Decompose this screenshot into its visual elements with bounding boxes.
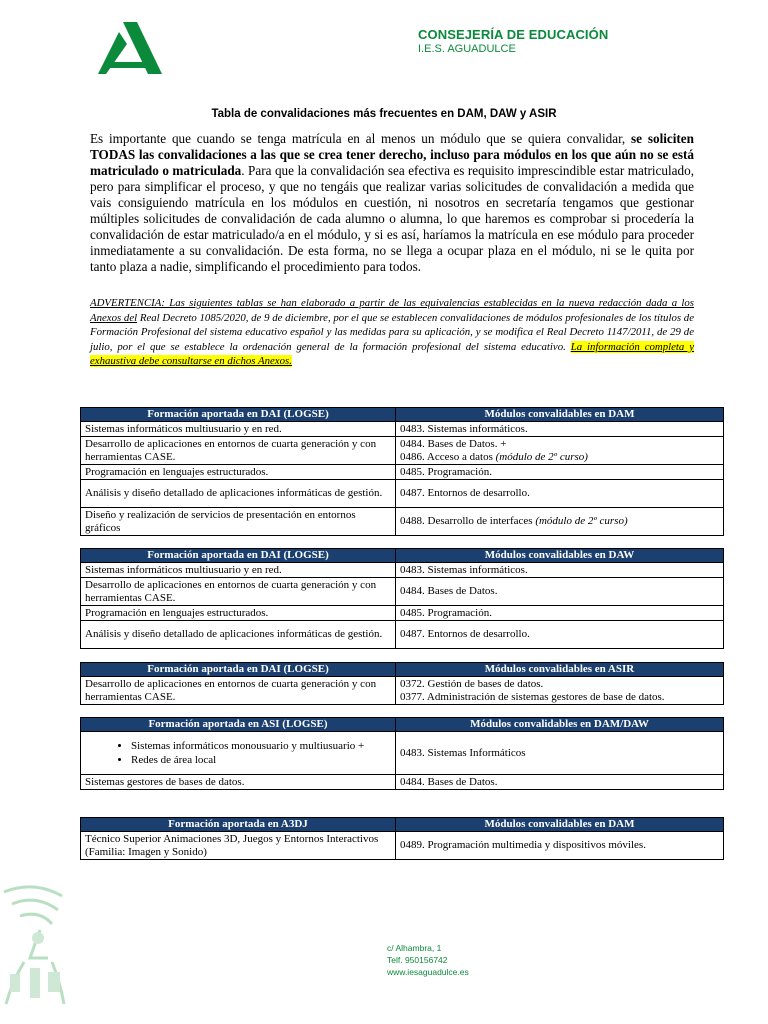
column-header-modules: Módulos convalidables en DAM bbox=[396, 408, 724, 422]
table-row bbox=[81, 775, 724, 790]
footer-address: c/ Alhambra, 1 bbox=[387, 943, 442, 953]
table-header-row bbox=[81, 549, 724, 563]
table-row bbox=[81, 465, 724, 480]
table-cell: Desarrollo de aplicaciones en entornos de cuarta generación y con herramientas CASE. bbox=[81, 578, 396, 606]
footer-phone: Telf. 950156742 bbox=[387, 955, 448, 965]
cell-text: 0486. Acceso a datos bbox=[400, 450, 496, 463]
warning-highlight: La información completa y exhaustiva debe consultarse en dichos Anexos. bbox=[90, 340, 694, 368]
table-cell bbox=[396, 677, 724, 705]
table-asi-dam-daw bbox=[80, 717, 724, 790]
list-item: • Sistemas informáticos monousuario y multiusuario + bbox=[131, 739, 391, 753]
table-cell: 0485. Programación. bbox=[396, 606, 724, 621]
column-header-modules: Módulos convalidables en ASIR bbox=[396, 663, 724, 677]
table-cell bbox=[396, 437, 724, 465]
warning-paragraph bbox=[90, 296, 694, 369]
intro-text-1: Es importante que cuando se tenga matrícula en al menos un módulo que se quiera convalidar, bbox=[90, 131, 632, 146]
column-header-modules: Módulos convalidables en DAM/DAW bbox=[396, 718, 724, 732]
table-cell bbox=[396, 508, 724, 536]
school-emblem-watermark bbox=[0, 878, 70, 1006]
cell-note: (módulo de 2º curso) bbox=[495, 450, 588, 463]
table-row bbox=[81, 732, 724, 775]
table-cell: Diseño y realización de servicios de presentación en entornos gráficos bbox=[81, 508, 396, 536]
table-cell: Técnico Superior Animaciones 3D, Juegos y Entornos Interactivos (Familia: Imagen y Sonido) bbox=[81, 832, 396, 860]
cell-note: (módulo de 2º curso) bbox=[535, 515, 628, 527]
column-header-formation: Formación aportada en DAI (LOGSE) bbox=[81, 663, 396, 677]
intro-text-2: . Para que la convalidación sea efectiva es requisito imprescindible estar matriculado, pero para simplificar el proceso, y que no tengáis que realizar varias solicitudes de convalidación a medida que vais consiguiendo matrícula en los módulos en cuestión, ni nosotros en secretaría tengamos que gestionar múltiples solicitudes de convalidación de cada alumno o alumna, lo que haremos es comprobar si procedería la convalidación de estar matriculado/a en el módulo, y si es así, haríamos la matrícula en ese módulo para proceder inmediatamente a su convalidación. De esta forma, no se llega a ocupar plaza en el módulo, ni se le quita por tanto plaza a nadie, simplificando el procedimiento para todos. bbox=[90, 163, 694, 274]
table-cell: 0485. Programación. bbox=[396, 465, 724, 480]
table-cell: 0487. Entornos de desarrollo. bbox=[396, 480, 724, 508]
table-row bbox=[81, 578, 724, 606]
column-header-formation: Formación aportada en DAI (LOGSE) bbox=[81, 408, 396, 422]
warning-text: Real Decreto 1085/2020, de 9 de diciembre, por el que se establecen convalidaciones de módulos profesionales de los títulos de Formación Profesional del sistema educativo español y las medidas para su aplicación, y se modifica el Real Decreto 1147/2011, de 29 de julio, por el que se establece la ordenación general de la formación profesional del sistema educativo. bbox=[90, 311, 694, 353]
table-row bbox=[81, 832, 724, 860]
column-header-formation: Formación aportada en ASI (LOGSE) bbox=[81, 718, 396, 732]
column-header-modules: Módulos convalidables en DAW bbox=[396, 549, 724, 563]
footer-web-link[interactable]: www.iesaguadulce.es bbox=[387, 967, 469, 977]
intro-bold-text: se soliciten TODAS las convalidaciones a las que se crea tener derecho, incluso para módulos en los que aún no se está matriculado o matriculada bbox=[90, 131, 694, 178]
table-row bbox=[81, 606, 724, 621]
table-cell: 0483. Sistemas informáticos. bbox=[396, 563, 724, 578]
footer-contact bbox=[387, 942, 469, 978]
table-cell: 0484. Bases de Datos. bbox=[396, 578, 724, 606]
table-row bbox=[81, 621, 724, 649]
table-dai-daw bbox=[80, 548, 724, 649]
list-item: • Redes de área local bbox=[131, 753, 391, 767]
table-dai-asir bbox=[80, 662, 724, 705]
header bbox=[418, 27, 608, 55]
warning-underlined: ADVERTENCIA: Las siguientes tablas se han elaborado a partir de las equivalencias establecidas en la nueva redacción dada a los Anexos del bbox=[90, 297, 694, 324]
header-title: CONSEJERÍA DE EDUCACIÓN bbox=[418, 27, 609, 42]
cell-text: 0488. Desarrollo de interfaces bbox=[400, 515, 536, 527]
header-subtitle: I.E.S. AGUADULCE bbox=[418, 43, 516, 55]
table-cell: 0483. Sistemas informáticos. bbox=[396, 422, 724, 437]
cell-line: 0372. Gestión de bases de datos. bbox=[400, 677, 544, 690]
cell-line: 0484. Bases de Datos. + bbox=[400, 437, 507, 450]
table-cell: 0483. Sistemas Informáticos bbox=[396, 732, 724, 775]
table-row bbox=[81, 480, 724, 508]
table-row bbox=[81, 508, 724, 536]
table-cell: Sistemas informáticos multiusuario y en red. bbox=[81, 422, 396, 437]
column-header-formation: Formación aportada en DAI (LOGSE) bbox=[81, 549, 396, 563]
column-header-formation: Formación aportada en A3DJ bbox=[81, 818, 396, 832]
table-cell: Programación en lenguajes estructurados. bbox=[81, 465, 396, 480]
table-cell: Análisis y diseño detallado de aplicaciones informáticas de gestión. bbox=[81, 621, 396, 649]
table-header-row bbox=[81, 718, 724, 732]
intro-paragraph bbox=[90, 131, 694, 275]
table-cell bbox=[81, 732, 396, 775]
table-header-row bbox=[81, 663, 724, 677]
table-cell: 0489. Programación multimedia y dispositivos móviles. bbox=[396, 832, 724, 860]
table-cell: Desarrollo de aplicaciones en entornos de cuarta generación y con herramientas CASE. bbox=[81, 437, 396, 465]
document-title: Tabla de convalidaciones más frecuentes en DAM, DAW y ASIR bbox=[211, 108, 557, 120]
table-header-row bbox=[81, 408, 724, 422]
table-row bbox=[81, 422, 724, 437]
junta-andalucia-logo bbox=[98, 20, 162, 76]
cell-line bbox=[400, 451, 719, 464]
table-a3dj-dam bbox=[80, 817, 724, 860]
table-cell: 0484. Bases de Datos. bbox=[396, 775, 724, 790]
table-dai-dam bbox=[80, 407, 724, 536]
bullet-list bbox=[85, 739, 391, 767]
table-cell: Programación en lenguajes estructurados. bbox=[81, 606, 396, 621]
table-header-row bbox=[81, 818, 724, 832]
table-cell: Sistemas gestores de bases de datos. bbox=[81, 775, 396, 790]
column-header-modules: Módulos convalidables en DAM bbox=[396, 818, 724, 832]
table-row bbox=[81, 437, 724, 465]
table-cell: Desarrollo de aplicaciones en entornos de cuarta generación y con herramientas CASE. bbox=[81, 677, 396, 705]
cell-line: 0377. Administración de sistemas gestores de base de datos. bbox=[400, 690, 665, 703]
table-row bbox=[81, 563, 724, 578]
table-cell: 0487. Entornos de desarrollo. bbox=[396, 621, 724, 649]
table-row bbox=[81, 677, 724, 705]
table-cell: Sistemas informáticos multiusuario y en red. bbox=[81, 563, 396, 578]
table-cell: Análisis y diseño detallado de aplicaciones informáticas de gestión. bbox=[81, 480, 396, 508]
